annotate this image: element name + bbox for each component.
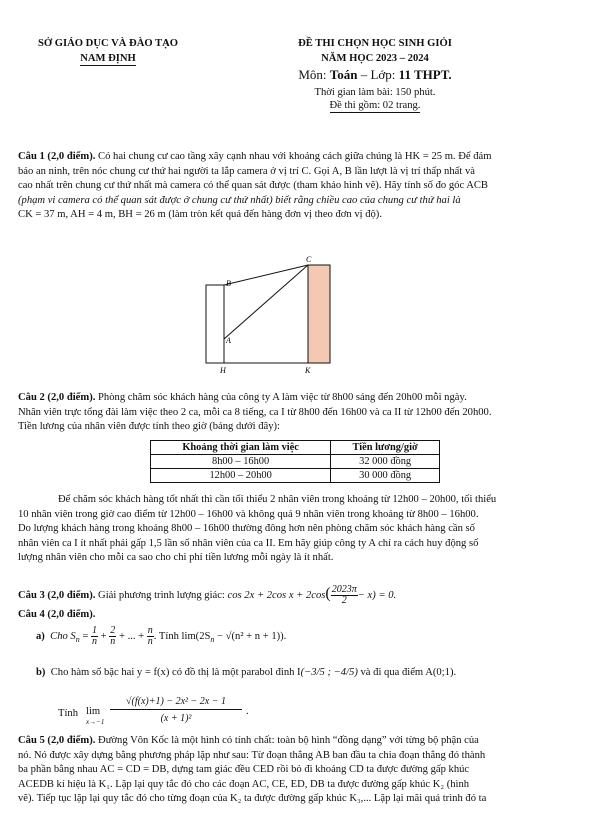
grade-prefix: – Lớp:	[357, 67, 399, 82]
q5-line4: ACEDB kí hiệu là K₁. Lặp lại quy tắc đó cho các đoạn AC, CE, ED, DB ta được đường gấp khúc K₂ (hình	[18, 778, 470, 790]
q5-line5: vẽ). Tiếp tục lặp lại quy tắc đó cho từng đoạn của K₂ ta được đường gấp khúc K₃,... Lặp lại mãi quá trình đó ta	[18, 793, 487, 805]
q4a-sub: n	[75, 635, 80, 645]
question-3: Câu 3 (2,0 điểm). Giải phương trình lượng giác: cos 2x + 2cos x + 2cos( $\frac{2023\pi}{2}$ − x) = 0.	[18, 584, 397, 607]
q4a-tail: . Tính lim(2S	[153, 631, 211, 642]
q4b-tail: và đi qua điểm A(0;1).	[357, 667, 457, 678]
q4b-point: (−3/5 ; −4/5)	[300, 667, 358, 678]
table-cell: 8h00 – 16h00	[151, 455, 331, 469]
q3-fraction	[331, 585, 358, 606]
province-name	[24, 51, 192, 66]
q1-line1: Có hai chung cư cao tầng xây cạnh nhau với khoảng cách giữa chúng là HK = 25 m. Để đảm	[95, 151, 492, 162]
limit-lim: lim	[86, 706, 101, 717]
grade: 11 THPT.	[398, 67, 452, 82]
line-ca	[224, 265, 308, 339]
q2-line1: Phòng chăm sóc khách hàng của công ty A làm việc từ 8h00 sáng đến 20h00 mỗi ngày.	[95, 392, 467, 403]
q1-label: Câu 1 (2,0 điểm).	[18, 151, 96, 162]
q2-line2: Nhân viên trực tổng đài làm việc theo 2 ca, mỗi ca 8 tiếng, ca I từ 8h00 đến 16h00 và ca II từ 12h00 đến 20h00.	[18, 406, 492, 418]
q5-line2: nó. Nó được xây dựng bằng phương pháp lặp như sau: Từ đoạn thẳng AB ban đầu ta chia đoạn thẳng đó thành	[18, 749, 486, 761]
q4-label: Câu 4 (2,0 điểm).	[18, 609, 96, 620]
q1-line5: CK = 37 m, AH = 4 m, BH = 26 m (làm tròn kết quả đến hàng đơn vị theo đơn vị độ).	[18, 209, 382, 221]
label-k: K	[305, 366, 311, 375]
q2-line3: Tiền lương của nhân viên được tính theo giờ (bảng dưới đây):	[18, 421, 280, 433]
table-cell: 12h00 – 20h00	[151, 469, 331, 483]
question-4a: a) Cho $S_n$ = $\frac{1}{n}$ + $\frac{2}{n}$ + ... + $\frac{n}{n}$ . Tính $\lim(2S_n - √(n^2 + n + 1))$.	[36, 625, 287, 648]
question-2	[18, 391, 570, 435]
q3-text: Giải phương trình lượng giác:	[95, 590, 228, 601]
q1-line2: bảo an ninh, trên nóc chung cư thứ hai người ta lắp camera ở vị trí C. Gọi A, B lần lượt là vị trí thấp nhất và	[18, 165, 475, 177]
q4a-tail2: − √(n² + n + 1)).	[214, 631, 287, 642]
limit-numerator: √(f(x)+1) − 2x² − 2x − 1	[110, 694, 242, 710]
table-row	[151, 469, 440, 483]
label-c: C	[306, 255, 312, 264]
building-2	[308, 265, 330, 363]
table-cell: 32 000 đồng	[331, 455, 440, 469]
question-4b	[36, 662, 566, 684]
building-figure	[190, 255, 350, 375]
q2-para5: lượng nhân viên cho mỗi ca sao cho chi phí tiền lương mỗi ngày là ít nhất.	[18, 552, 334, 564]
limit-sub: x→−1	[86, 718, 105, 726]
q2-para3: Do lượng khách hàng trong khoảng 8h00 – 16h00 thường đông hơn nên phòng chăm sóc khách hàng cần số	[18, 523, 475, 535]
line-cb	[224, 265, 308, 285]
q5-line3: ba phần bằng nhau AC = CD = DB, dựng tam giác đều CED rồi bỏ đi khoảng CD ta được đường gấp khúc	[18, 764, 470, 776]
q2-para2: 10 nhân viên trong giờ cao điểm từ 12h00 – 16h00 và không quá 9 nhân viên trong khoảng từ 8h00 – 16h00.	[18, 508, 479, 520]
time-limit: Thời gian làm bài: 150 phút.	[314, 87, 436, 98]
q3-frac-den: 2	[341, 595, 347, 607]
q3-eq-right: − x) = 0.	[357, 590, 397, 601]
q4b-text: Cho hàm số bậc hai y = f(x) có đồ thị là một parabol đỉnh I	[50, 667, 301, 678]
q3-frac-num: 2023π	[331, 584, 357, 596]
table-header-row	[151, 441, 440, 455]
q1-line3: cao nhất trên chung cư thứ nhất mà camera có thể quan sát được (tham khảo hình vẽ). Hãy tính số đo góc ACB	[18, 180, 488, 192]
table-row	[151, 455, 440, 469]
label-h: H	[220, 366, 226, 375]
q5-label: Câu 5 (2,0 điểm).	[18, 735, 96, 746]
subject: Toán	[329, 67, 358, 82]
subject-prefix: Môn:	[298, 67, 330, 82]
q3-eq-left: cos 2x + 2cos x + 2cos	[227, 590, 326, 601]
q4a-label: a)	[36, 631, 45, 642]
department-name: SỞ GIÁO DỤC VÀ ĐÀO TẠO	[38, 38, 178, 49]
q5-line1: Đường Vôn Kốc là một hình có tính chất: toàn bộ hình “đồng dạng” với từng bộ phận của	[95, 735, 479, 746]
table-cell: 30 000 đồng	[331, 469, 440, 483]
page-count-text: Đề thi gồm: 02 trang.	[329, 100, 421, 111]
q2-label: Câu 2 (2,0 điểm).	[18, 392, 96, 403]
question-5	[18, 734, 570, 807]
building-1	[206, 285, 224, 363]
question-2-body	[18, 493, 570, 566]
q3-label: Câu 3 (2,0 điểm).	[18, 590, 96, 601]
q2-para4: nhân viên ca I ít nhất phải gấp 1,5 lần số nhân viên của ca II. Em hãy giúp công ty A chỉ ra cách huy động số	[18, 537, 479, 549]
limit-expression	[58, 694, 458, 730]
salary-table	[150, 440, 440, 483]
q2-para1: Để chăm sóc khách hàng tốt nhất thì cần tối thiểu 2 nhân viên trong khoảng từ 12h00 – 20h00, tối thiểu	[58, 494, 497, 505]
limit-end: .	[246, 706, 249, 717]
page-count	[260, 98, 490, 113]
province-label: NAM ĐỊNH	[80, 53, 136, 64]
limit-denominator: (x + 1)²	[160, 713, 192, 724]
exam-title: ĐỀ THI CHỌN HỌC SINH GIỎI	[298, 38, 452, 49]
question-1	[18, 150, 570, 223]
limit-prefix: Tính	[58, 708, 79, 719]
q4a-text: Cho S	[50, 631, 76, 642]
label-a: A	[226, 336, 231, 345]
label-b: B	[226, 279, 231, 288]
table-header: Khoảng thời gian làm việc	[151, 441, 331, 455]
q1-line4: (phạm vi camera có thể quan sát được ở chung cư thứ nhất) biết rằng chiều cao của chung cư thứ hai là	[18, 194, 461, 206]
subject-line	[260, 66, 490, 83]
table-header: Tiền lương/giờ	[331, 441, 440, 455]
school-year: NĂM HỌC 2023 – 2024	[321, 53, 429, 64]
q4b-label: b)	[36, 667, 46, 678]
